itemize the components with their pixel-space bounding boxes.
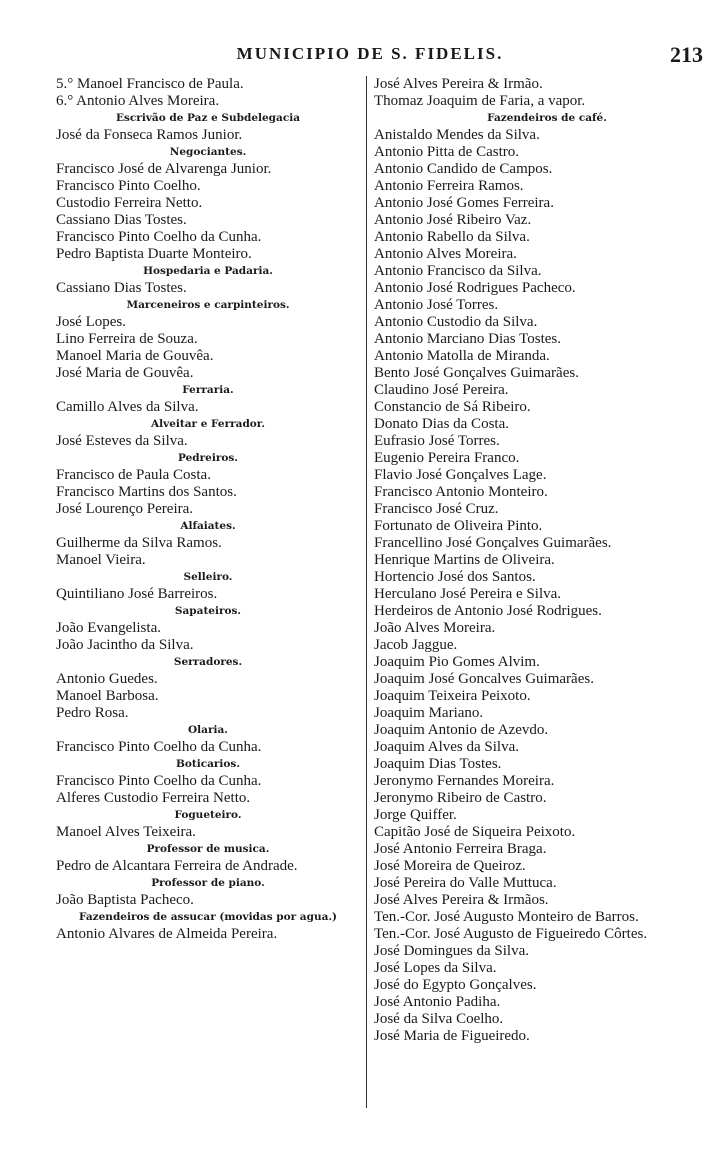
section-heading: Fazendeiros de assucar (movidas por agua.) (78, 911, 338, 923)
list-item: Antonio Candido de Campos. (374, 161, 553, 177)
list-item: Antonio Matolla de Miranda. (374, 348, 550, 364)
list-item: Eufrasio José Torres. (374, 433, 500, 449)
list-item: Manoel Maria de Gouvêa. (56, 348, 214, 364)
list-item: Manoel Vieira. (56, 552, 146, 568)
list-item: Joaquim Mariano. (374, 705, 484, 721)
list-item: Francisco José de Alvarenga Junior. (56, 161, 272, 177)
list-item: Eugenio Pereira Franco. (374, 450, 520, 466)
list-item: José da Silva Coelho. (374, 1011, 504, 1027)
list-item: Antonio Ferreira Ramos. (374, 178, 524, 194)
section-heading: Ferraria. (182, 384, 234, 396)
list-item: Antonio Pitta de Castro. (374, 144, 519, 160)
section-heading: Sapateiros. (174, 605, 242, 617)
section-heading: Professor de piano. (151, 877, 265, 889)
list-item: José Domingues da Silva. (374, 943, 529, 959)
list-item: 5.° Manoel Francisco de Paula. (56, 76, 244, 92)
list-item: Antonio José Torres. (374, 297, 499, 313)
list-item: Custodio Ferreira Netto. (56, 195, 203, 211)
list-item: Antonio José Rodrigues Pacheco. (374, 280, 576, 296)
list-item: Antonio Marciano Dias Tostes. (374, 331, 561, 347)
running-title: MUNICIPIO DE S. FIDELIS. (236, 44, 504, 63)
section-heading: Olaria. (188, 724, 228, 736)
list-item: Constancio de Sá Ribeiro. (374, 399, 531, 415)
list-item: Lino Ferreira de Souza. (56, 331, 198, 347)
list-item: José Lopes da Silva. (374, 960, 497, 976)
section-heading: Serradores. (173, 656, 243, 668)
list-item: João Evangelista. (56, 620, 161, 636)
list-item: Herdeiros de Antonio José Rodrigues. (374, 603, 602, 619)
list-item: Bento José Gonçalves Guimarães. (374, 365, 579, 381)
left-column (52, 76, 364, 943)
list-item: Joaquim Pio Gomes Alvim. (374, 654, 540, 670)
list-item: Anistaldo Mendes da Silva. (374, 127, 540, 143)
section-heading: Hospedaria e Padaria. (143, 265, 273, 277)
list-item: Flavio José Gonçalves Lage. (374, 467, 547, 483)
list-item: Herculano José Pereira e Silva. (374, 586, 562, 602)
list-item: Francisco Antonio Monteiro. (374, 484, 548, 500)
list-item: Antonio Alvares de Almeida Pereira. (56, 926, 278, 942)
list-item: José Antonio Ferreira Braga. (374, 841, 547, 857)
list-item: Francisco Martins dos Santos. (56, 484, 237, 500)
list-item: José Maria de Figueiredo. (374, 1028, 530, 1044)
list-item: José Moreira de Queiroz. (374, 858, 526, 874)
list-item: João Alves Moreira. (374, 620, 496, 636)
list-item: Ten.-Cor. José Augusto Monteiro de Barros. (374, 909, 639, 925)
list-item: José Esteves da Silva. (56, 433, 188, 449)
section-heading: Alveitar e Ferrador. (150, 418, 266, 430)
list-item: Pedro Baptista Duarte Monteiro. (56, 246, 252, 262)
page-number: 213 (670, 42, 703, 67)
list-item: João Jacintho da Silva. (56, 637, 194, 653)
list-item: José Maria de Gouvêa. (56, 365, 194, 381)
list-item: Thomaz Joaquim de Faria, a vapor. (374, 93, 586, 109)
section-heading: Marceneiros e carpinteiros. (126, 299, 290, 311)
list-item: Antonio Rabello da Silva. (374, 229, 530, 245)
list-item: Hortencio José dos Santos. (374, 569, 536, 585)
list-item: Guilherme da Silva Ramos. (56, 535, 222, 551)
list-item: Joaquim Dias Tostes. (374, 756, 502, 772)
list-item: José Pereira do Valle Muttuca. (374, 875, 557, 891)
list-item: Antonio Francisco da Silva. (374, 263, 542, 279)
page-header (0, 42, 725, 72)
list-item: Francisco Pinto Coelho da Cunha. (56, 229, 262, 245)
list-item: José Antonio Padiha. (374, 994, 501, 1010)
section-heading: Fazendeiros de café. (487, 112, 607, 124)
list-item: João Baptista Pacheco. (56, 892, 194, 908)
list-item: Jeronymo Ribeiro de Castro. (374, 790, 547, 806)
list-item: José Alves Pereira & Irmãos. (374, 892, 549, 908)
list-item: Francisco de Paula Costa. (56, 467, 211, 483)
section-heading: Selleiro. (183, 571, 233, 583)
list-item: José do Egypto Gonçalves. (374, 977, 537, 993)
list-item: Camillo Alves da Silva. (56, 399, 199, 415)
list-item: Jacob Jaggue. (374, 637, 458, 653)
list-item: Antonio José Ribeiro Vaz. (374, 212, 532, 228)
list-item: Alferes Custodio Ferreira Netto. (56, 790, 251, 806)
section-heading: Pedreiros. (178, 452, 238, 464)
list-item: Capitão José de Siqueira Peixoto. (374, 824, 576, 840)
column-divider (366, 76, 367, 1108)
section-heading: Professor de musica. (146, 843, 270, 855)
list-item: Francisco José Cruz. (374, 501, 499, 517)
list-item: 6.° Antonio Alves Moreira. (56, 93, 220, 109)
list-item: Manoel Barbosa. (56, 688, 159, 704)
section-heading: Alfaiates. (180, 520, 236, 532)
list-item: Francisco Pinto Coelho. (56, 178, 201, 194)
list-item: José Lopes. (56, 314, 126, 330)
list-item: Ten.-Cor. José Augusto de Figueiredo Côrtes. (374, 926, 648, 942)
list-item: José Lourenço Pereira. (56, 501, 194, 517)
list-item: Joaquim Antonio de Azevdo. (374, 722, 549, 738)
list-item: Jeronymo Fernandes Moreira. (374, 773, 555, 789)
list-item: Pedro Rosa. (56, 705, 129, 721)
list-item: Pedro de Alcantara Ferreira de Andrade. (56, 858, 298, 874)
list-item: Francisco Pinto Coelho da Cunha. (56, 739, 262, 755)
section-heading: Escrivão de Paz e Subdelegacia (115, 112, 301, 124)
list-item: Francellino José Gonçalves Guimarães. (374, 535, 612, 551)
list-item: Cassiano Dias Tostes. (56, 280, 187, 296)
list-item: Claudino José Pereira. (374, 382, 509, 398)
section-heading: Fogueteiro. (174, 809, 242, 821)
list-item: Antonio Guedes. (56, 671, 158, 687)
right-column (372, 76, 702, 1045)
list-item: Cassiano Dias Tostes. (56, 212, 187, 228)
list-item: Henrique Martins de Oliveira. (374, 552, 555, 568)
list-item: José da Fonseca Ramos Junior. (56, 127, 243, 143)
list-item: Fortunato de Oliveira Pinto. (374, 518, 543, 534)
list-item: Joaquim Teixeira Peixoto. (374, 688, 531, 704)
list-item: Antonio Custodio da Silva. (374, 314, 538, 330)
list-item: Joaquim Alves da Silva. (374, 739, 519, 755)
list-item: Jorge Quiffer. (374, 807, 457, 823)
list-item: Quintiliano José Barreiros. (56, 586, 218, 602)
list-item: José Alves Pereira & Irmão. (374, 76, 543, 92)
list-item: Manoel Alves Teixeira. (56, 824, 196, 840)
section-heading: Negociantes. (169, 146, 247, 158)
section-heading: Boticarios. (175, 758, 240, 770)
list-item: Francisco Pinto Coelho da Cunha. (56, 773, 262, 789)
list-item: Antonio Alves Moreira. (374, 246, 517, 262)
list-item: Antonio José Gomes Ferreira. (374, 195, 554, 211)
list-item: Joaquim José Goncalves Guimarães. (374, 671, 594, 687)
list-item: Donato Dias da Costa. (374, 416, 509, 432)
